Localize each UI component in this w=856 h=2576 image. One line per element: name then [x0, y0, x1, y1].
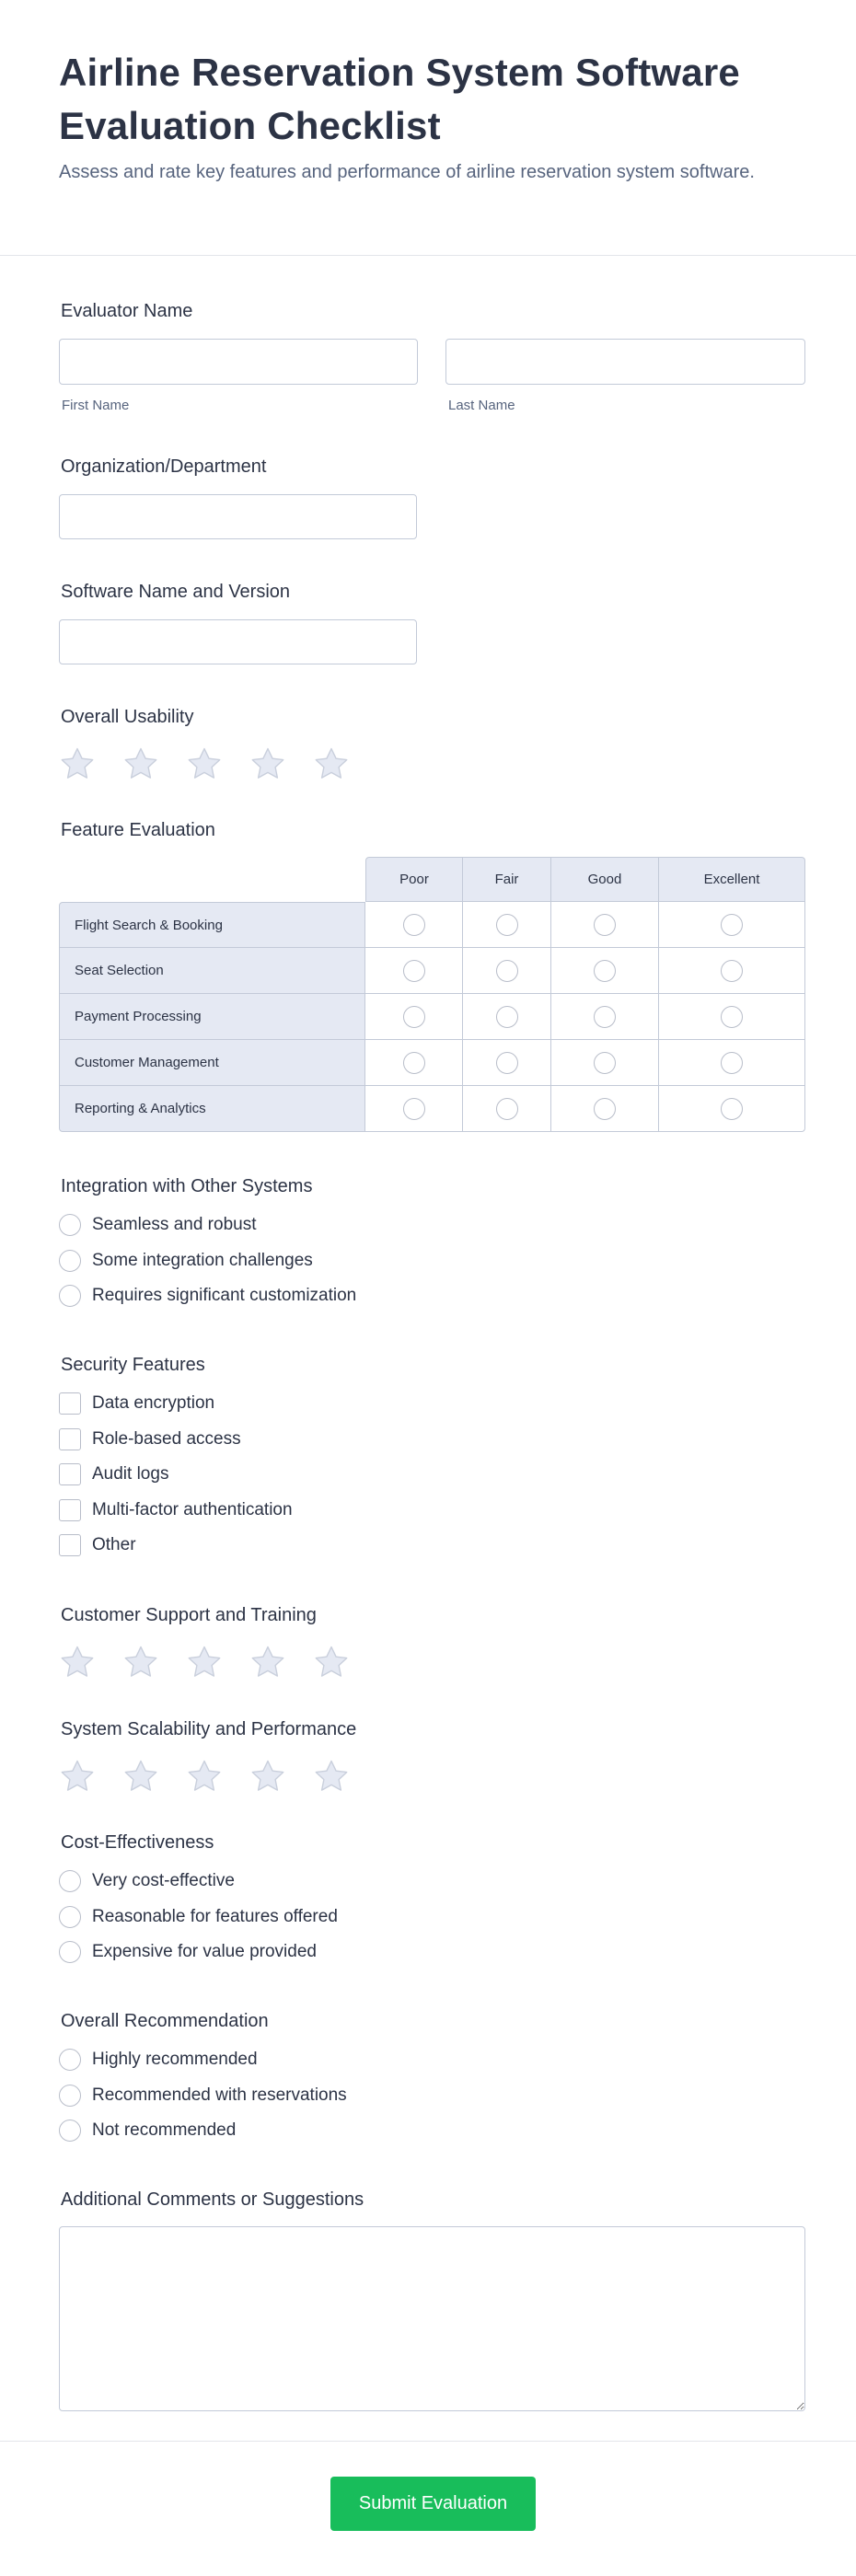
first-name-input[interactable]: [59, 339, 418, 385]
evaluator-name-label: Evaluator Name: [61, 301, 193, 321]
radio-button[interactable]: [59, 2120, 81, 2142]
support-rating: [59, 1644, 350, 1681]
matrix-radio[interactable]: [594, 960, 616, 982]
star-icon[interactable]: [186, 745, 223, 782]
feature-evaluation-section: [59, 818, 805, 1132]
option-label: Not recommended: [92, 2120, 237, 2141]
checkbox[interactable]: [59, 1499, 81, 1521]
option-label: Some integration challenges: [92, 1250, 313, 1270]
matrix-row: [59, 948, 805, 994]
matrix-radio[interactable]: [594, 1006, 616, 1028]
matrix-radio[interactable]: [496, 914, 518, 936]
form-header: [0, 0, 856, 256]
matrix-col-excellent: Excellent: [659, 857, 805, 902]
matrix-cell[interactable]: [365, 1040, 463, 1086]
overall-usability-section: [59, 705, 350, 782]
form-title: Airline Reservation System Software Evaluation Checklist: [59, 51, 740, 147]
matrix-cell[interactable]: [659, 994, 805, 1040]
option-label: Data encryption: [92, 1393, 215, 1414]
software-section: [59, 580, 417, 664]
matrix-cell[interactable]: [365, 1086, 463, 1132]
matrix-col-poor: Poor: [365, 857, 463, 902]
option-label: Seamless and robust: [92, 1215, 257, 1235]
matrix-cell[interactable]: [659, 902, 805, 948]
matrix-cell[interactable]: [551, 1040, 659, 1086]
matrix-radio[interactable]: [721, 1098, 743, 1120]
first-name-sublabel: First Name: [62, 398, 130, 413]
matrix-cell[interactable]: [659, 1040, 805, 1086]
recommendation-option[interactable]: [59, 2113, 347, 2149]
matrix-cell[interactable]: [463, 1040, 551, 1086]
matrix-radio[interactable]: [721, 960, 743, 982]
star-icon[interactable]: [59, 745, 96, 782]
last-name-input[interactable]: [445, 339, 805, 385]
star-icon[interactable]: [313, 745, 350, 782]
overall-usability-rating: [59, 745, 350, 782]
radio-button[interactable]: [59, 1285, 81, 1307]
option-label: Audit logs: [92, 1464, 169, 1484]
radio-button[interactable]: [59, 2085, 81, 2107]
option-label: Multi-factor authentication: [92, 1499, 293, 1519]
radio-button[interactable]: [59, 2049, 81, 2071]
matrix-radio[interactable]: [721, 914, 743, 936]
security-option[interactable]: [59, 1493, 293, 1529]
star-icon[interactable]: [59, 1644, 96, 1681]
recommendation-label: Overall Recommendation: [61, 2011, 269, 2031]
radio-button[interactable]: [59, 1250, 81, 1272]
matrix-corner: [59, 857, 365, 902]
matrix-radio[interactable]: [496, 960, 518, 982]
matrix-cell[interactable]: [365, 994, 463, 1040]
organization-label: Organization/Department: [61, 456, 267, 477]
matrix-cell[interactable]: [551, 902, 659, 948]
matrix-row: [59, 902, 805, 948]
option-label: Very cost-effective: [92, 1871, 235, 1891]
feature-evaluation-label: Feature Evaluation: [61, 820, 215, 840]
checkbox[interactable]: [59, 1428, 81, 1450]
evaluator-name-section: [59, 299, 805, 413]
support-section: [59, 1603, 350, 1681]
matrix-radio[interactable]: [403, 960, 425, 982]
comments-textarea[interactable]: [59, 2226, 805, 2411]
matrix-row: [59, 994, 805, 1040]
option-label: Reasonable for features offered: [92, 1906, 338, 1926]
matrix-radio[interactable]: [721, 1052, 743, 1074]
matrix-radio[interactable]: [403, 1098, 425, 1120]
option-label: Expensive for value provided: [92, 1942, 317, 1962]
cost-option[interactable]: [59, 1900, 338, 1935]
star-icon[interactable]: [186, 1758, 223, 1795]
form-subtitle: Assess and rate key features and performance of airline reservation system software.: [59, 162, 755, 182]
scalability-label: System Scalability and Performance: [61, 1719, 357, 1739]
last-name-sublabel: Last Name: [448, 398, 515, 413]
organization-section: [59, 455, 417, 539]
star-icon[interactable]: [122, 1758, 159, 1795]
recommendation-options: [59, 2042, 347, 2149]
integration-option[interactable]: [59, 1207, 356, 1243]
matrix-cell[interactable]: [463, 1086, 551, 1132]
radio-button[interactable]: [59, 1214, 81, 1236]
checkbox[interactable]: [59, 1392, 81, 1415]
matrix-col-good: Good: [551, 857, 659, 902]
security-option[interactable]: [59, 1528, 293, 1564]
comments-section: [59, 2188, 805, 2411]
star-icon[interactable]: [186, 1644, 223, 1681]
overall-usability-label: Overall Usability: [61, 707, 194, 727]
security-option[interactable]: [59, 1422, 293, 1458]
star-icon[interactable]: [122, 745, 159, 782]
submit-button[interactable]: Submit Evaluation: [330, 2477, 536, 2531]
matrix-radio[interactable]: [496, 1098, 518, 1120]
integration-options: [59, 1207, 356, 1314]
star-icon[interactable]: [249, 745, 286, 782]
matrix-cell[interactable]: [365, 902, 463, 948]
cost-option[interactable]: [59, 1864, 338, 1900]
recommendation-section: [59, 2009, 347, 2149]
integration-option[interactable]: [59, 1243, 356, 1279]
matrix-row-label: Payment Processing: [59, 994, 365, 1040]
radio-button[interactable]: [59, 1906, 81, 1928]
matrix-col-fair: Fair: [463, 857, 551, 902]
cost-label: Cost-Effectiveness: [61, 1832, 214, 1853]
integration-option[interactable]: [59, 1278, 356, 1314]
matrix-cell[interactable]: [551, 994, 659, 1040]
feature-evaluation-matrix: [59, 857, 805, 1132]
matrix-radio[interactable]: [403, 1006, 425, 1028]
matrix-cell[interactable]: [551, 948, 659, 994]
integration-label: Integration with Other Systems: [61, 1176, 313, 1196]
matrix-radio[interactable]: [594, 1098, 616, 1120]
cost-option[interactable]: [59, 1935, 338, 1970]
scalability-rating: [59, 1758, 356, 1795]
option-label: Requires significant customization: [92, 1286, 357, 1306]
recommendation-option[interactable]: [59, 2042, 347, 2078]
matrix-cell[interactable]: [365, 948, 463, 994]
matrix-cell[interactable]: [463, 902, 551, 948]
checkbox[interactable]: [59, 1463, 81, 1485]
security-options: [59, 1386, 293, 1564]
checkbox[interactable]: [59, 1534, 81, 1556]
option-label: Other: [92, 1535, 136, 1555]
option-label: Role-based access: [92, 1428, 241, 1449]
integration-section: [59, 1174, 356, 1314]
matrix-radio[interactable]: [496, 1052, 518, 1074]
matrix-row-label: Customer Management: [59, 1040, 365, 1086]
software-input[interactable]: [59, 619, 417, 664]
support-label: Customer Support and Training: [61, 1605, 317, 1625]
matrix-cell[interactable]: [463, 994, 551, 1040]
form-footer: [0, 2441, 856, 2576]
star-icon[interactable]: [313, 1758, 350, 1795]
matrix-row: [59, 1086, 805, 1132]
matrix-row-label: Reporting & Analytics: [59, 1086, 365, 1132]
comments-label: Additional Comments or Suggestions: [61, 2189, 364, 2210]
security-option[interactable]: [59, 1457, 293, 1493]
matrix-body: [59, 902, 805, 1132]
radio-button[interactable]: [59, 1941, 81, 1963]
star-icon[interactable]: [249, 1644, 286, 1681]
star-icon[interactable]: [249, 1758, 286, 1795]
matrix-row-label: Flight Search & Booking: [59, 902, 365, 948]
matrix-radio[interactable]: [594, 1052, 616, 1074]
radio-button[interactable]: [59, 1870, 81, 1892]
matrix-cell[interactable]: [551, 1086, 659, 1132]
matrix-cell[interactable]: [659, 1086, 805, 1132]
star-icon[interactable]: [122, 1644, 159, 1681]
security-option[interactable]: [59, 1386, 293, 1422]
cost-section: [59, 1831, 338, 1970]
matrix-cell[interactable]: [463, 948, 551, 994]
matrix-row-label: Seat Selection: [59, 948, 365, 994]
option-label: Highly recommended: [92, 2050, 258, 2070]
matrix-cell[interactable]: [659, 948, 805, 994]
software-label: Software Name and Version: [61, 582, 291, 602]
matrix-radio[interactable]: [403, 914, 425, 936]
matrix-radio[interactable]: [594, 914, 616, 936]
matrix-radio[interactable]: [721, 1006, 743, 1028]
security-label: Security Features: [61, 1355, 205, 1375]
cost-options: [59, 1864, 338, 1970]
star-icon[interactable]: [313, 1644, 350, 1681]
security-section: [59, 1353, 293, 1564]
matrix-row: [59, 1040, 805, 1086]
matrix-radio[interactable]: [403, 1052, 425, 1074]
option-label: Recommended with reservations: [92, 2085, 347, 2105]
organization-input[interactable]: [59, 494, 417, 539]
star-icon[interactable]: [59, 1758, 96, 1795]
matrix-radio[interactable]: [496, 1006, 518, 1028]
recommendation-option[interactable]: [59, 2078, 347, 2114]
scalability-section: [59, 1717, 356, 1795]
